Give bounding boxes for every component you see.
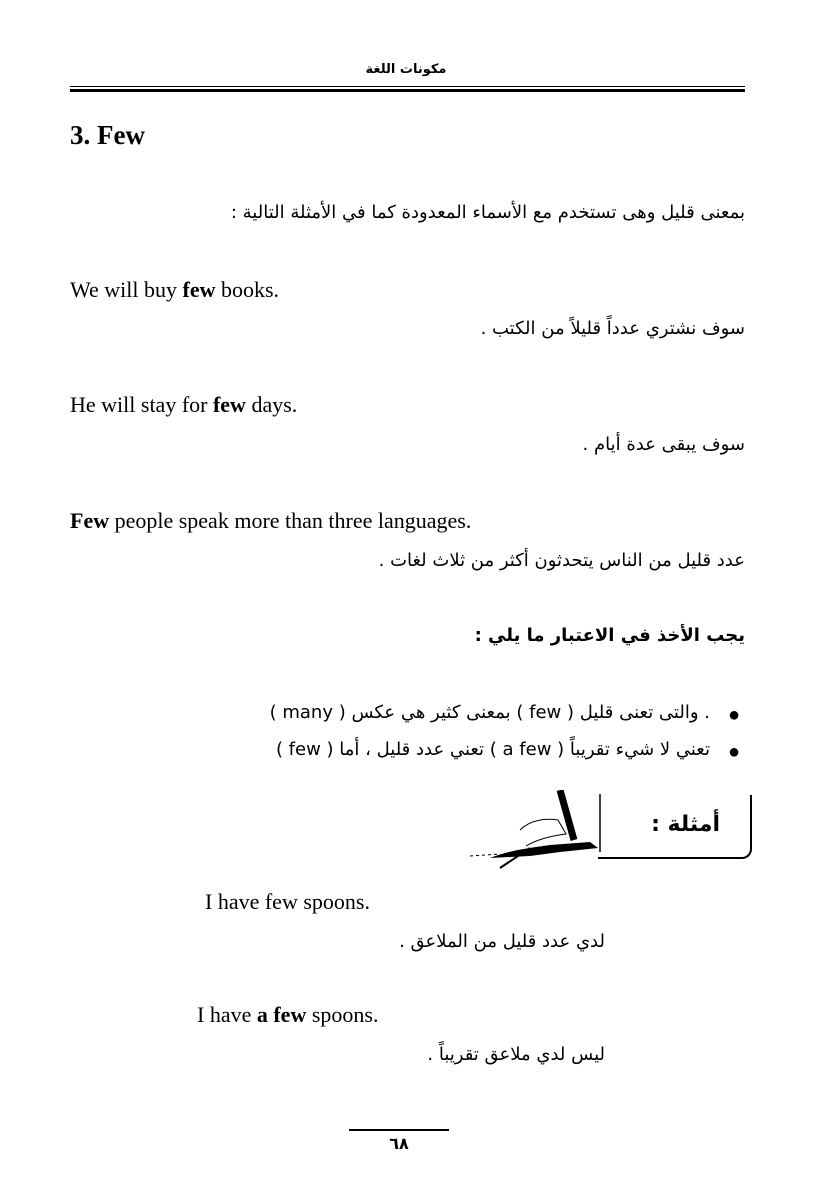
example-text: days. [245,392,298,417]
example-translation-2: سوف يبقى عدة أيام . [582,434,745,455]
example-keyword: few [182,277,216,302]
example-sentence-1 [70,277,279,303]
example-translation-4: لدي عدد قليل من الملاعق . [399,931,605,952]
example-sentence-2 [70,392,297,418]
example-text: He will stay for [70,392,213,417]
section-title: 3. Few [70,120,145,150]
example-translation-3: عدد قليل من الناس يتحدثون أكثر من ثلاث لغات . [378,550,745,571]
example-sentence-4 [205,889,370,915]
examples-label: أمثلة : [651,812,720,837]
bullet-item-2: ( few ) تعني عدد قليل ، أما ( a few ) تعني لا شيء تقريباً [275,739,710,760]
example-text: We will buy [70,277,183,302]
example-translation-5: ليس لدي ملاعق تقريباً . [427,1044,605,1065]
example-text: people speak more than three languages. [109,508,472,533]
note-heading: يجب الأخذ في الاعتبار ما يلي : [474,625,745,646]
example-text: I have few spoons. [205,889,370,914]
example-sentence-5 [197,1002,378,1028]
example-sentence-3 [70,508,471,534]
header-rule-thick [70,89,745,92]
hand-writing-icon [470,790,610,870]
bullet-dot-icon: ● [728,741,741,763]
footer-rule [349,1129,449,1131]
header-rule-thin [70,86,745,87]
example-text: spoons. [306,1002,379,1027]
bullet-dot-icon: ● [728,704,741,726]
bullet-item-1: ( many ) بمعنى كثير هي عكس ( few ) والتى تعنى قليل . [269,702,710,723]
example-translation-1: سوف نشتري عدداً قليلاً من الكتب . [480,318,745,339]
running-header: مكونات اللغة [365,62,447,77]
example-keyword: Few [70,508,110,533]
example-keyword: a few [256,1002,307,1027]
example-text: I have [197,1002,257,1027]
intro-text: بمعنى قليل وهى تستخدم مع الأسماء المعدودة كما في الأمثلة التالية : [230,202,745,223]
example-text: books. [215,277,280,302]
page-number: ٦٨ [389,1134,409,1153]
example-keyword: few [212,392,246,417]
